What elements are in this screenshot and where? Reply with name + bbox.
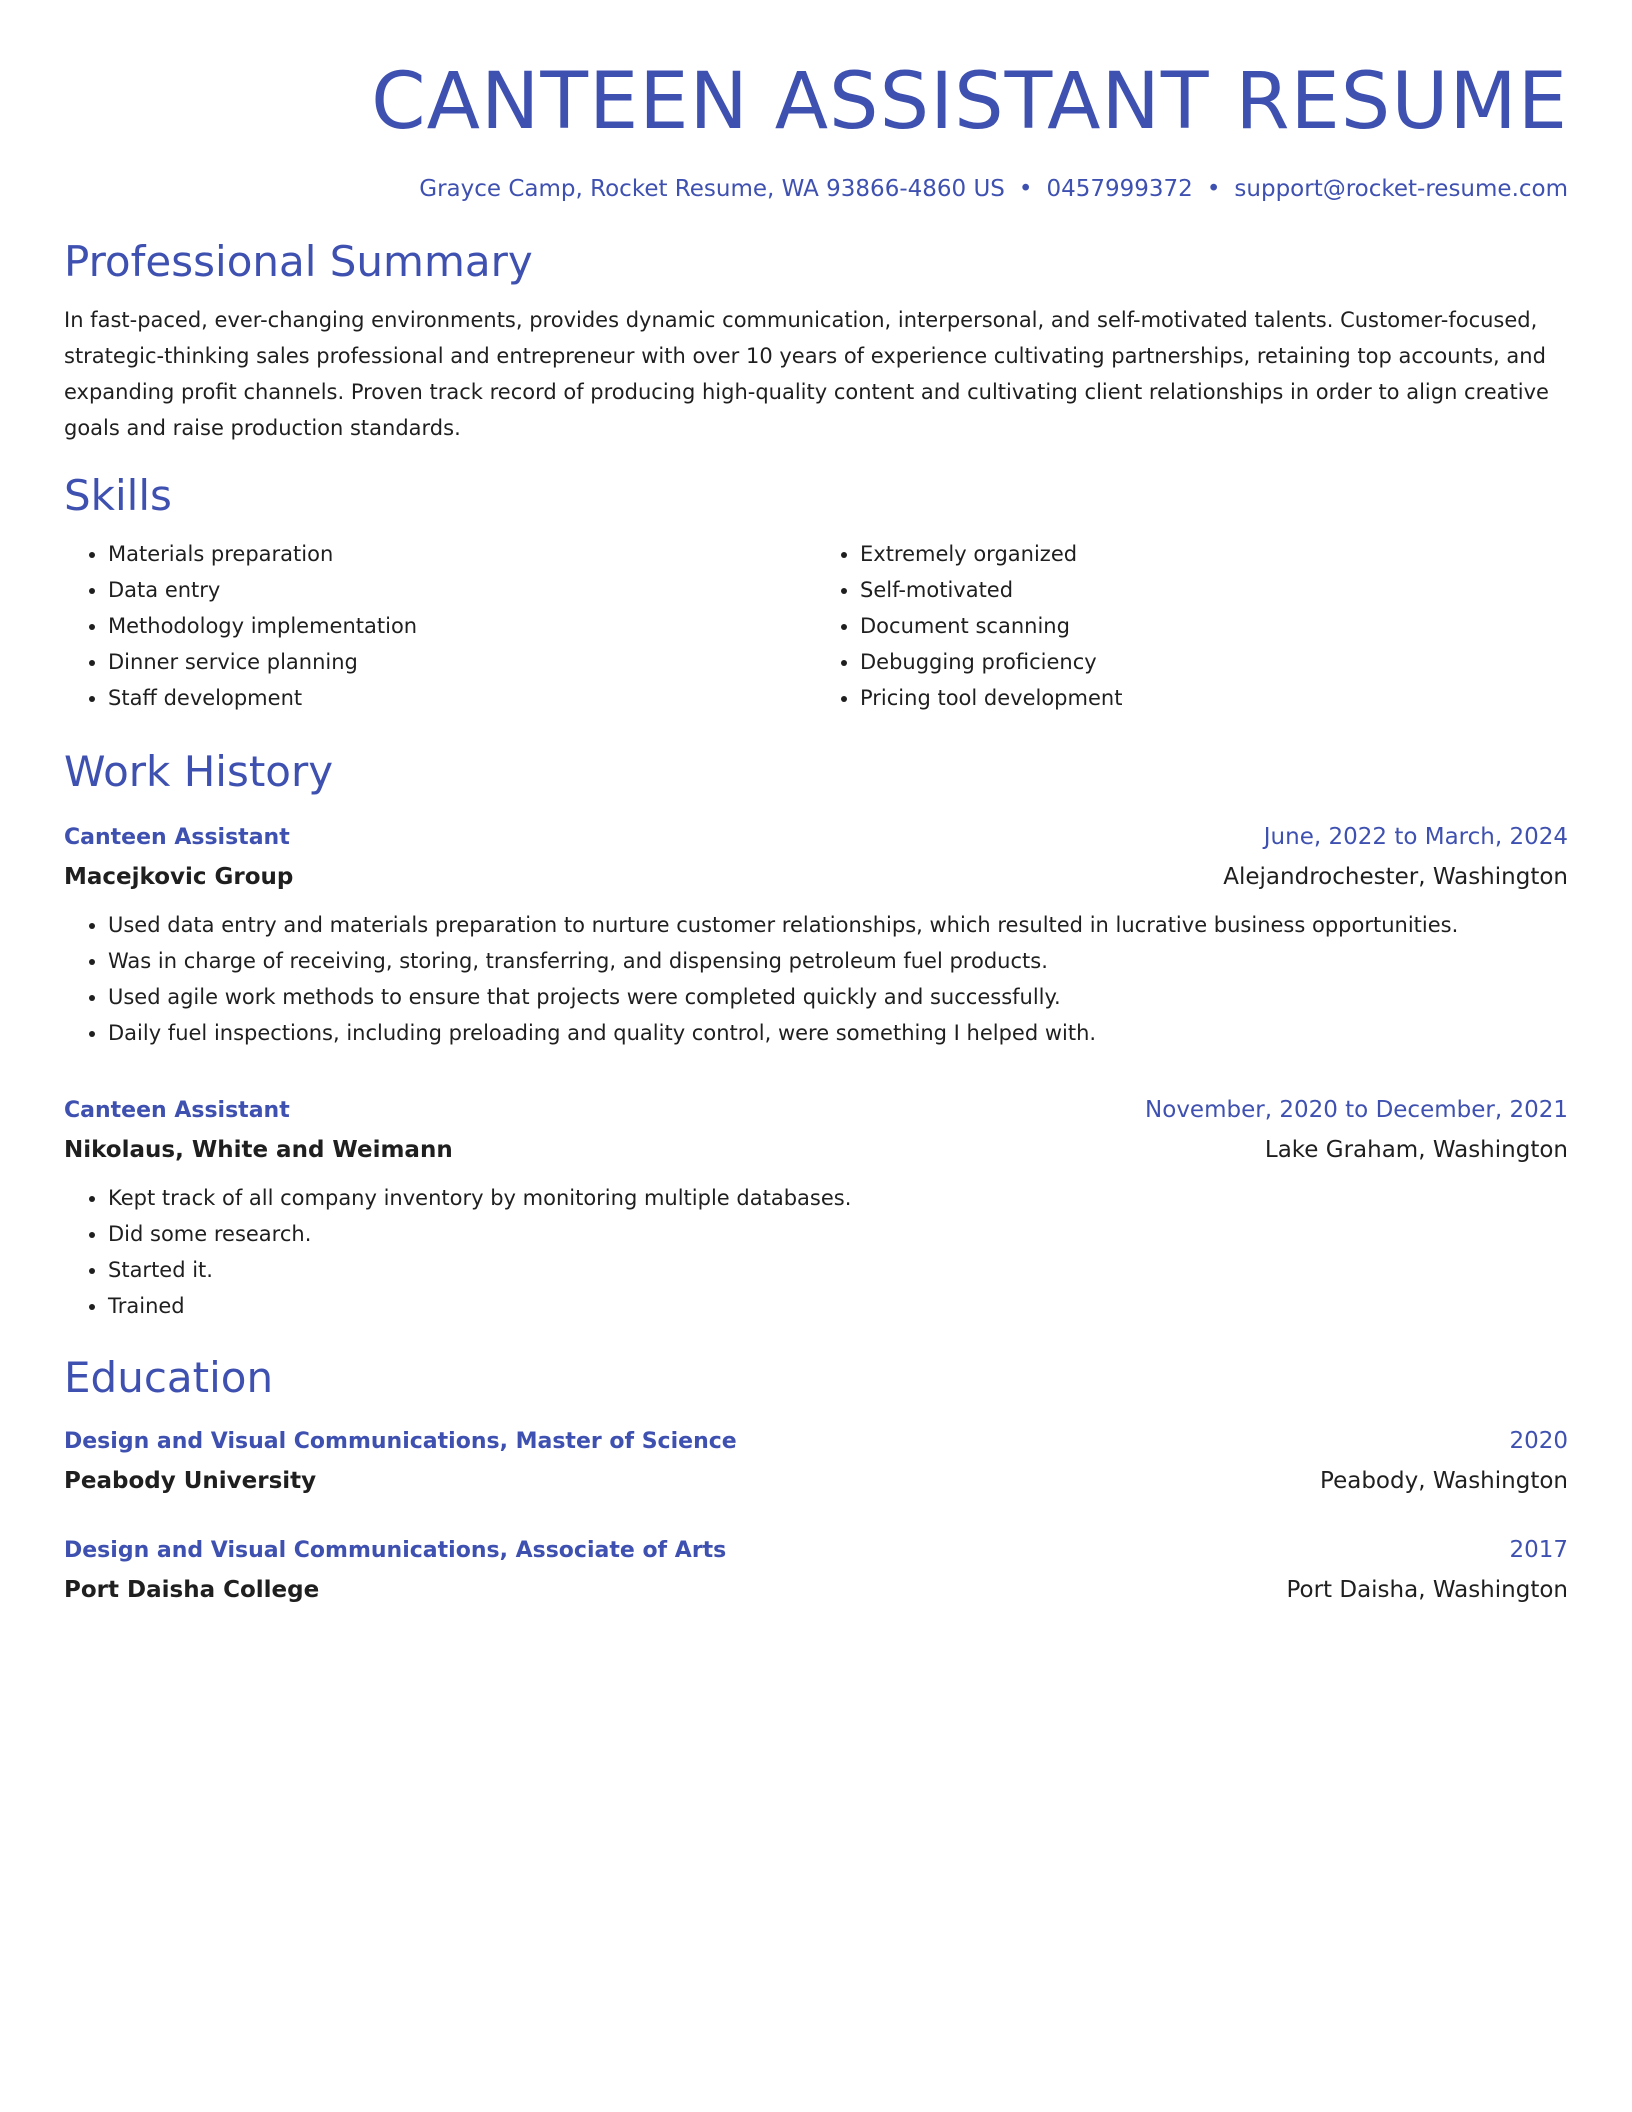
- education-degree: Design and Visual Communications, Associate of Arts: [64, 1538, 727, 1563]
- skill-item: • Data entry: [108, 572, 816, 608]
- skill-item: • Dinner service planning: [108, 644, 816, 680]
- job-title: Canteen Assistant: [64, 825, 290, 850]
- education-year: 2017: [1509, 1537, 1568, 1563]
- education-school-row: [64, 1570, 1568, 1610]
- job-title-row: [64, 818, 1568, 857]
- skills-column-right: [816, 536, 1568, 716]
- section-heading-work-history: Work History: [64, 747, 334, 796]
- job-company: Macejkovic Group: [64, 864, 294, 890]
- section-heading-education: Education: [64, 1353, 274, 1402]
- job-bullet: • Kept track of all company inventory by monitoring multiple databases.: [108, 1180, 1568, 1216]
- skills-grid: [64, 536, 1568, 716]
- education-school: Peabody University: [64, 1468, 317, 1494]
- education-school-row: [64, 1461, 1568, 1501]
- job-bullets: [64, 1180, 1568, 1324]
- job-title-row: [64, 1091, 1568, 1130]
- summary-text: In fast-paced, ever-changing environments, provides dynamic communication, interpersonal, and self-motivated talents. Customer-focused, strategic-thinking sales professional and entrepreneur with over 10 years of experience cultivating partnerships, retaining top accounts, and expanding profit channels. Proven track record of producing high-quality content and cultivating client relationships in order to align creative goals and raise production standards.: [64, 308, 1549, 440]
- job-bullet: • Daily fuel inspections, including preloading and quality control, were something I helped with.: [108, 1015, 1568, 1051]
- job-bullet: • Used data entry and materials preparation to nurture customer relationships, which resulted in lucrative business opportunities.: [108, 907, 1568, 943]
- section-heading-skills: Skills: [64, 471, 172, 520]
- education-entry: [64, 1531, 1568, 1610]
- education-degree-row: [64, 1531, 1568, 1570]
- job-entry: [64, 818, 1568, 1051]
- section-heading-summary: Professional Summary: [64, 237, 533, 286]
- skill-item: • Pricing tool development: [860, 680, 1568, 716]
- job-location: Lake Graham, Washington: [1264, 1137, 1568, 1163]
- skill-item: • Extremely organized: [860, 536, 1568, 572]
- job-bullet: • Used agile work methods to ensure that projects were completed quickly and successfully.: [108, 979, 1568, 1015]
- contact-line: [64, 172, 1568, 206]
- skill-item: • Methodology implementation: [108, 608, 816, 644]
- job-entry: [64, 1091, 1568, 1324]
- job-bullets: [64, 907, 1568, 1051]
- job-company-row: [64, 857, 1568, 897]
- education-year: 2020: [1509, 1428, 1568, 1454]
- professional-summary-section: [64, 234, 1568, 446]
- contact-address: Grayce Camp, Rocket Resume, WA 93866-4860 US: [419, 176, 1005, 202]
- work-history-section: [64, 744, 1568, 1324]
- education-section: [64, 1350, 1568, 1610]
- skill-item: • Self-motivated: [860, 572, 1568, 608]
- education-location: Peabody, Washington: [1320, 1468, 1568, 1494]
- job-bullet: • Started it.: [108, 1252, 1568, 1288]
- contact-phone: 0457999372: [1046, 176, 1193, 202]
- job-company: Nikolaus, White and Weimann: [64, 1137, 453, 1163]
- education-school: Port Daisha College: [64, 1577, 320, 1603]
- contact-email: support@rocket-resume.com: [1234, 176, 1568, 202]
- contact-separator: •: [1018, 176, 1033, 202]
- skill-item: • Staff development: [108, 680, 816, 716]
- job-dates: June, 2022 to March, 2024: [1263, 824, 1568, 850]
- skill-item: • Debugging proficiency: [860, 644, 1568, 680]
- skills-section: [64, 468, 1568, 716]
- skill-item: • Materials preparation: [108, 536, 816, 572]
- education-degree-row: [64, 1422, 1568, 1461]
- job-bullet: • Was in charge of receiving, storing, transferring, and dispensing petroleum fuel products.: [108, 943, 1568, 979]
- job-company-row: [64, 1130, 1568, 1170]
- job-location: Alejandrochester, Washington: [1223, 864, 1568, 890]
- job-dates: November, 2020 to December, 2021: [1145, 1097, 1568, 1123]
- education-location: Port Daisha, Washington: [1286, 1577, 1568, 1603]
- job-bullet: • Trained: [108, 1288, 1568, 1324]
- skills-column-left: [64, 536, 816, 716]
- education-degree: Design and Visual Communications, Master of Science: [64, 1429, 737, 1454]
- resume-header: [64, 52, 1568, 206]
- contact-separator: •: [1206, 176, 1221, 202]
- resume-title: CANTEEN ASSISTANT RESUME: [371, 57, 1568, 147]
- job-bullet: • Did some research.: [108, 1216, 1568, 1252]
- skill-item: • Document scanning: [860, 608, 1568, 644]
- job-title: Canteen Assistant: [64, 1098, 290, 1123]
- education-entry: [64, 1422, 1568, 1501]
